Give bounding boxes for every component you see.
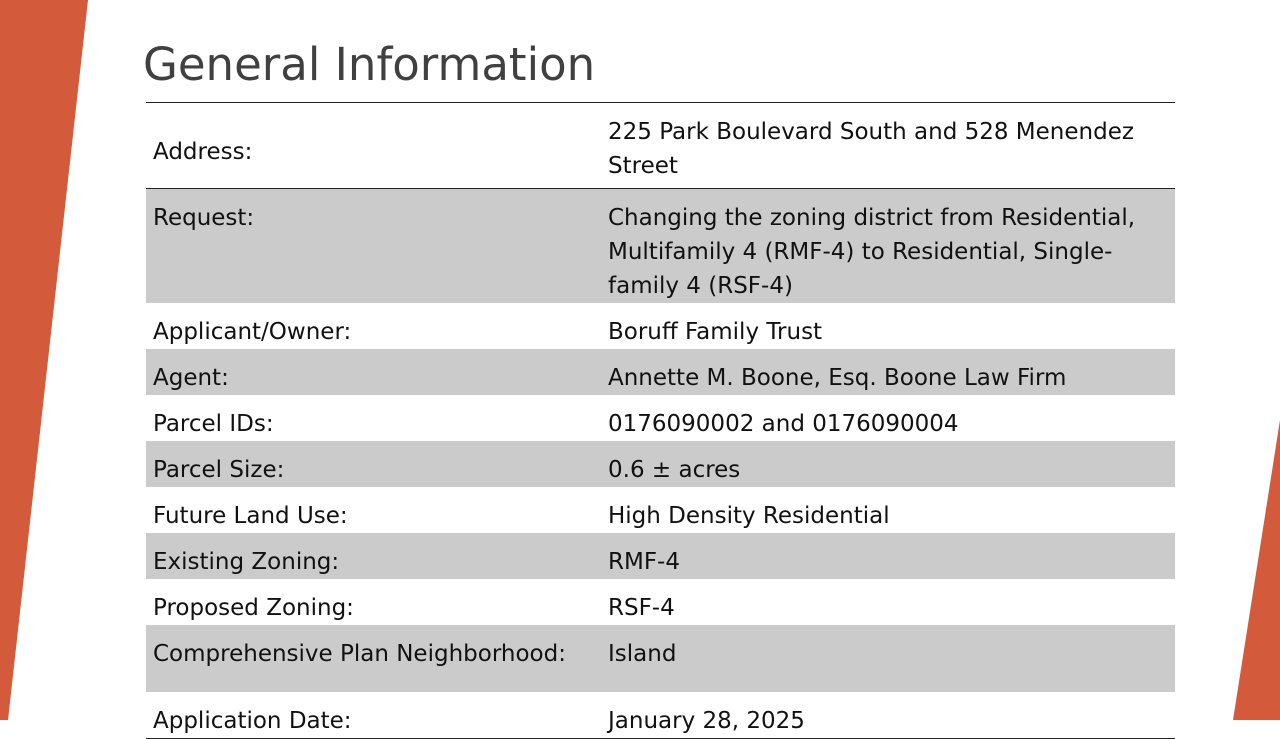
row-value: Annette M. Boone, Esq. Boone Law Firm [601, 349, 1175, 395]
table-row-comprehensive-plan-neighborhood [146, 625, 1175, 692]
row-label: Application Date: [153, 708, 352, 734]
table-row-applicant-owner [146, 303, 1175, 349]
row-value: Island [601, 625, 1175, 692]
row-label: Agent: [146, 349, 601, 395]
row-value: RMF-4 [601, 533, 1175, 579]
row-value: Boruff Family Trust [608, 319, 823, 345]
table-row-parcel-size [146, 441, 1175, 487]
row-label: Applicant/Owner: [153, 319, 352, 345]
slide-title: General Information [143, 38, 596, 91]
general-information-table [146, 102, 1175, 739]
row-label: Request: [146, 189, 601, 304]
table-row-existing-zoning [146, 533, 1175, 579]
row-label: Existing Zoning: [146, 533, 601, 579]
row-value: 0.6 ± acres [601, 441, 1175, 487]
table-row-agent [146, 349, 1175, 395]
row-label: Parcel Size: [146, 441, 601, 487]
table-row-proposed-zoning [146, 579, 1175, 625]
row-value: 0176090002 and 0176090004 [608, 411, 959, 437]
row-value: High Density Residential [608, 503, 890, 529]
table-row-future-land-use [146, 487, 1175, 533]
left-accent-stripe [0, 0, 88, 720]
right-accent-stripe [1233, 420, 1280, 720]
table-row-address [146, 103, 1175, 189]
row-label: Parcel IDs: [153, 411, 274, 437]
table-row-application-date [146, 692, 1175, 739]
table-row-request [146, 189, 1175, 304]
row-label: Comprehensive Plan Neighborhood: [146, 625, 601, 692]
row-label: Address: [146, 103, 601, 189]
row-value: 225 Park Boulevard South and 528 Menendez Street [601, 103, 1175, 189]
row-value: RSF-4 [608, 595, 675, 621]
row-value: Changing the zoning district from Residential, Multifamily 4 (RMF-4) to Residential, Single-family 4 (RSF-4) [601, 189, 1175, 304]
table-row-parcel-ids [146, 395, 1175, 441]
row-label: Future Land Use: [153, 503, 348, 529]
row-label: Proposed Zoning: [153, 595, 354, 621]
row-value: January 28, 2025 [608, 708, 805, 734]
